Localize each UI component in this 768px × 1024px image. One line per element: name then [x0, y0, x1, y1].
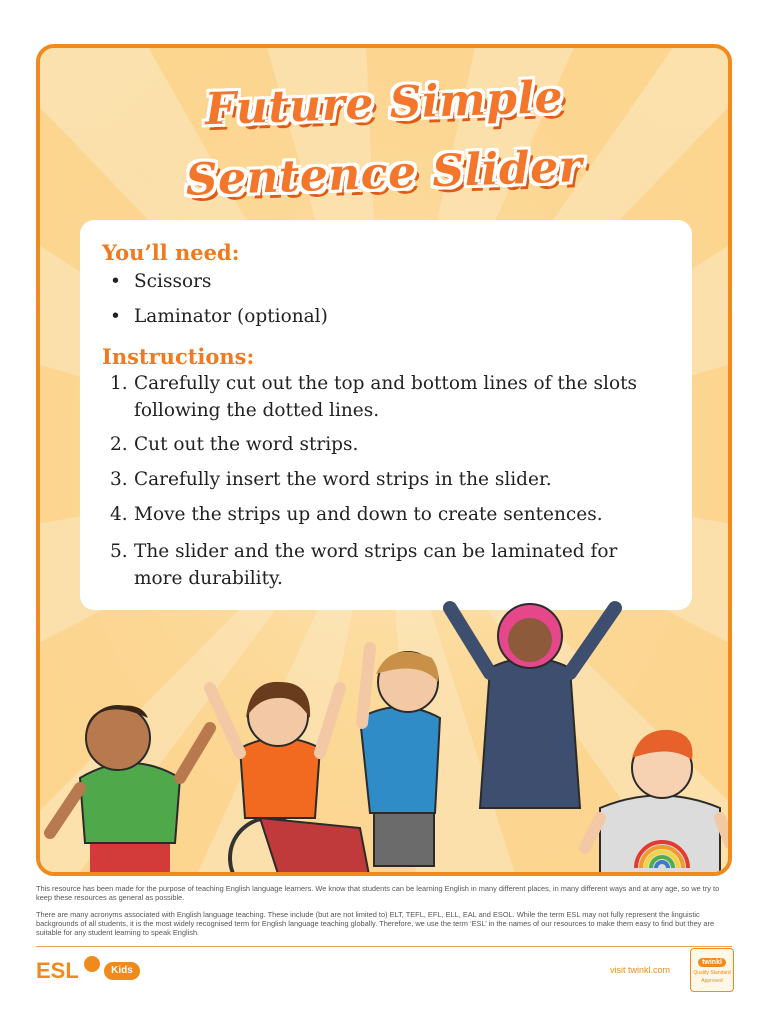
globe-icon — [84, 956, 100, 972]
child-green-shirt — [50, 706, 210, 877]
fine-print-2: There are many acronyms associated with English language teaching. These include (but are not limited to) ELT, TEFL, EFL, ELL, EAL and ESOL. While the term ESL may not fully represent the linguistic backgrounds of all students, it is the most widely recognised term for English language teaching globally. Therefore, we use the term ‘ESL’ in the names of our resources to make them easy to find but they are suitable for any student learning to speak English. — [36, 910, 715, 937]
child-hijab — [450, 604, 615, 808]
instruction-text: Move the strips up and down to create sentences. — [134, 504, 603, 525]
instruction-text: Carefully cut out the top and bottom lines of the slots following the dotted lines. — [134, 373, 638, 421]
quality-badge — [690, 948, 734, 992]
title-line-1: Future Simple — [204, 71, 564, 136]
badge-line-2: Approved — [701, 978, 723, 984]
instruction-item — [110, 431, 670, 458]
needs-item-text: Laminator (optional) — [134, 306, 328, 327]
child-rainbow-shirt — [585, 730, 730, 876]
needs-item-text: Scissors — [134, 271, 212, 292]
visit-link[interactable]: visit twinkl.com — [610, 965, 671, 975]
poster-frame — [36, 44, 732, 876]
badge-line-1: Quality Standard — [693, 970, 731, 976]
instruction-number: 3. — [110, 469, 128, 490]
children-illustration — [40, 578, 732, 876]
fine-print-1: This resource has been made for the purpose of teaching English language learners. We know that students can be learning English in many different places, in many different ways and at any age, so we try to keep these resources as general as possible. — [36, 884, 720, 902]
footer-divider — [36, 946, 732, 947]
instruction-item — [110, 370, 670, 424]
instruction-number: 4. — [110, 504, 128, 525]
child-in-wheelchair — [210, 682, 370, 876]
instruction-number: 2. — [110, 434, 128, 455]
instruction-number: 1. — [110, 373, 128, 394]
instructions-heading: Instructions: — [102, 344, 255, 369]
child-blue-shirt — [360, 648, 440, 866]
esl-logo: ESL — [36, 958, 79, 983]
instructions-card — [80, 220, 692, 610]
instruction-text: Carefully insert the word strips in the slider. — [134, 469, 552, 490]
instruction-text: Cut out the word strips. — [134, 434, 359, 455]
instruction-item — [110, 466, 670, 493]
needs-item: • Scissors — [110, 268, 670, 295]
instruction-text: The slider and the word strips can be laminated for more durability. — [134, 541, 618, 589]
kids-badge: Kids — [104, 962, 140, 980]
badge-brand: twinkl — [698, 958, 726, 967]
instruction-item — [110, 501, 670, 528]
needs-item: • Laminator (optional) — [110, 303, 670, 330]
needs-heading: You’ll need: — [102, 240, 240, 265]
title-line-2: Sentence Slider — [184, 141, 584, 206]
instruction-number: 5. — [110, 541, 128, 562]
